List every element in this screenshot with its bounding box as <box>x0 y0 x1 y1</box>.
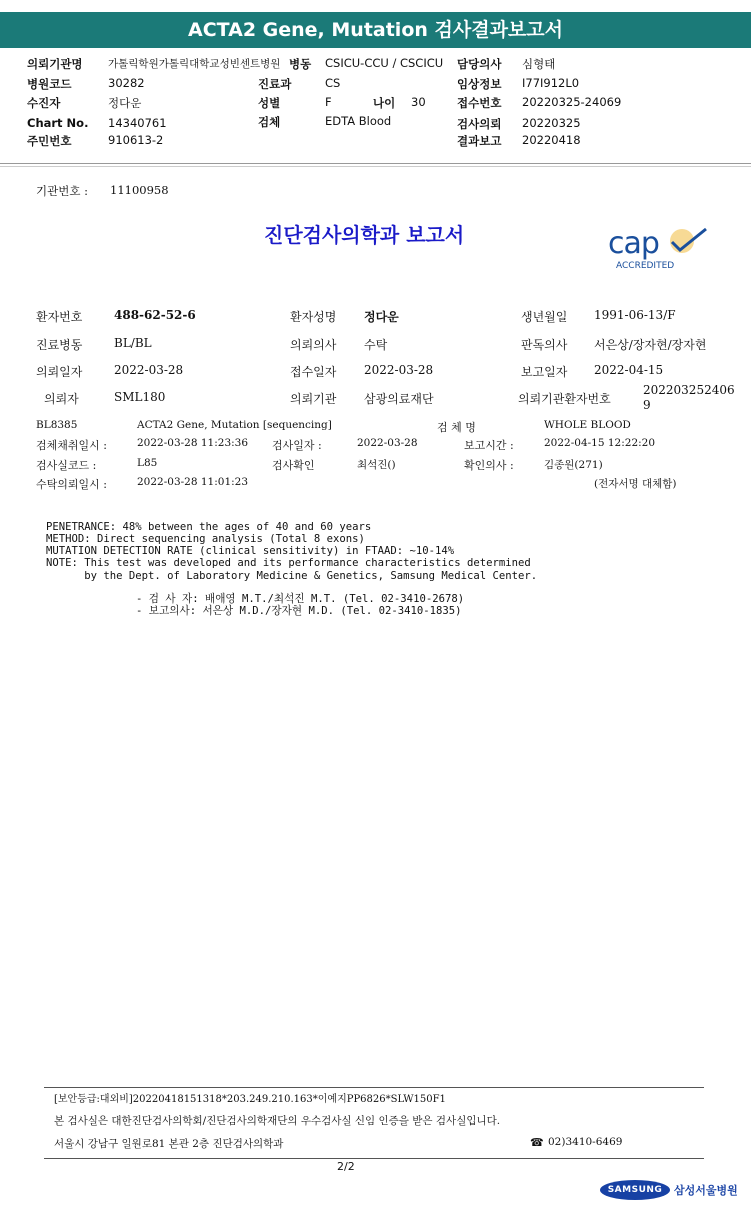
patient-ward: BL/BL <box>114 336 152 350</box>
header-label: 나이 <box>373 96 396 110</box>
department-address: 서울시 강남구 일원로81 본관 2층 진단검사의학과 <box>54 1138 284 1150</box>
outsource-request-datetime: 2022-03-28 11:01:23 <box>137 476 249 488</box>
date-of-birth: 1991-06-13/F <box>594 308 676 322</box>
lab-code: L85 <box>137 457 158 469</box>
age: 30 <box>411 95 426 109</box>
patient-name: 정다운 <box>108 96 142 110</box>
report-date: 2022-04-15 <box>594 363 664 377</box>
institution-number-label: 기관번호 : <box>36 184 88 198</box>
field-label: 보고시간 : <box>464 439 514 452</box>
ward: CSICU-CCU / CSCICU <box>325 56 444 70</box>
header-label: 담당의사 <box>457 57 502 71</box>
specimen-name: WHOLE BLOOD <box>544 419 631 431</box>
requester: SML180 <box>114 390 166 404</box>
header-label: Chart No. <box>27 116 89 130</box>
note-line: MUTATION DETECTION RATE (clinical sensitivity) in FTAAD: ~10-14% <box>46 545 455 557</box>
clinical-info: I77I912L0 <box>522 76 580 90</box>
receipt-date: 2022-03-28 <box>364 363 434 377</box>
cap-accredited-logo <box>606 226 716 274</box>
field-label: 진료병동 <box>36 338 83 352</box>
test-name: ACTA2 Gene, Mutation [sequencing] <box>137 419 332 431</box>
note-line: PENETRANCE: 48% between the ages of 40 and 60 years <box>46 521 372 533</box>
header-label: 수진자 <box>27 96 61 110</box>
institution-patient-number: 202203252406 <box>643 383 735 397</box>
requesting-doctor: 수탁 <box>364 338 388 352</box>
test-confirmer: 최석진() <box>357 459 396 471</box>
hospital-name: 삼성서울병원 <box>674 1184 738 1197</box>
field-label: 검사일자 : <box>272 439 322 452</box>
samsung-logo: SAMSUNG <box>600 1180 670 1200</box>
cap-logo-sub: ACCREDITED <box>616 261 675 271</box>
field-label: 검체채취일시 : <box>36 439 107 452</box>
header-label: 결과보고 <box>457 134 502 148</box>
field-label: 의뢰기관환자번호 <box>518 392 611 406</box>
specimen-type: EDTA Blood <box>325 114 392 128</box>
field-label: 환자성명 <box>290 310 337 324</box>
field-label: 의뢰일자 <box>36 365 83 379</box>
test-code: BL8385 <box>36 419 78 431</box>
note-line: METHOD: Direct sequencing analysis (Total 8 exons) <box>46 533 365 545</box>
header-label: 병원코드 <box>27 77 72 91</box>
collection-datetime: 2022-03-28 11:23:36 <box>137 437 249 449</box>
header-label: 성별 <box>258 96 281 110</box>
reading-doctor: 서은상/장자현/장자현 <box>594 338 707 352</box>
header-label: 접수번호 <box>457 96 502 110</box>
result-report-date: 20220418 <box>522 133 581 147</box>
header-divider <box>0 166 751 167</box>
institution-patient-number-cont: 9 <box>643 398 651 412</box>
electronic-signature-note: (전자서명 대체함) <box>594 478 677 490</box>
institution-number: 11100958 <box>110 183 169 197</box>
field-label: 수탁의뢰일시 : <box>36 478 107 491</box>
field-label: 환자번호 <box>36 310 83 324</box>
hospital-code: 30282 <box>108 76 145 90</box>
certification-statement: 본 검사실은 대한진단검사의학회/진단검사의학재단의 우수검사실 신임 인증을 받은 검사실입니다. <box>54 1115 501 1127</box>
field-label: 생년월일 <box>521 310 568 324</box>
cap-logo-text: cap <box>608 226 659 261</box>
resident-number: 910613-2 <box>108 133 164 147</box>
test-request-date: 20220325 <box>522 116 581 130</box>
field-label: 판독의사 <box>521 338 568 352</box>
field-label: 검사확인 <box>272 459 315 472</box>
attending-doctor: 심형태 <box>522 57 556 71</box>
header-divider <box>0 163 751 164</box>
header-label: 주민번호 <box>27 134 72 148</box>
field-label: 의뢰기관 <box>290 392 337 406</box>
confirming-doctor: 김종원(271) <box>544 459 603 471</box>
page-number: 2/2 <box>337 1160 355 1173</box>
report-title: 진단검사의학과 보고서 <box>264 223 465 247</box>
request-date: 2022-03-28 <box>114 363 184 377</box>
receipt-number: 20220325-24069 <box>522 95 622 109</box>
field-label: 의뢰의사 <box>290 338 337 352</box>
staff-line: - 보고의사: 서은상 M.D./장자현 M.D. (Tel. 02-3410-1835) <box>136 605 462 617</box>
report-banner-title: ACTA2 Gene, Mutation 검사결과보고서 <box>0 12 751 48</box>
header-label: 검사의뢰 <box>457 117 502 131</box>
field-label: 의뢰자 <box>44 392 79 406</box>
report-time: 2022-04-15 12:22:20 <box>544 437 656 449</box>
department: CS <box>325 76 341 90</box>
staff-line: - 검 사 자: 배애영 M.T./최석진 M.T. (Tel. 02-3410-2678) <box>136 593 465 605</box>
header-label: 임상정보 <box>457 77 502 91</box>
test-date: 2022-03-28 <box>357 437 418 449</box>
cap-checkmark-icon <box>664 226 710 256</box>
header-label: 진료과 <box>258 77 292 91</box>
note-line: NOTE: This test was developed and its performance characteristics determined <box>46 557 531 569</box>
patient-number: 488-62-52-6 <box>114 308 196 322</box>
phone-icon: ☎ <box>530 1136 544 1149</box>
referring-institution: 가톨릭학원가톨릭대학교성빈센트병원 <box>108 58 281 70</box>
security-line: [보안등급:대외비]20220418151318*203.249.210.163*이예지PP6826*SLW150F1 <box>54 1094 446 1105</box>
note-line: by the Dept. of Laboratory Medicine & Genetics, Samsung Medical Center. <box>46 570 538 582</box>
requesting-institution: 삼광의료재단 <box>364 392 434 406</box>
field-label: 보고일자 <box>521 365 568 379</box>
header-label: 병동 <box>289 57 312 71</box>
sex: F <box>325 95 332 109</box>
field-label: 검 체 명 <box>437 421 476 434</box>
header-label: 검체 <box>258 115 281 129</box>
header-label: 의뢰기관명 <box>27 57 83 71</box>
field-label: 접수일자 <box>290 365 337 379</box>
chart-number: 14340761 <box>108 116 167 130</box>
patient-full-name: 정다운 <box>364 310 399 324</box>
field-label: 확인의사 : <box>464 459 514 472</box>
field-label: 검사실코드 : <box>36 459 97 472</box>
department-phone: 02)3410-6469 <box>548 1136 623 1148</box>
